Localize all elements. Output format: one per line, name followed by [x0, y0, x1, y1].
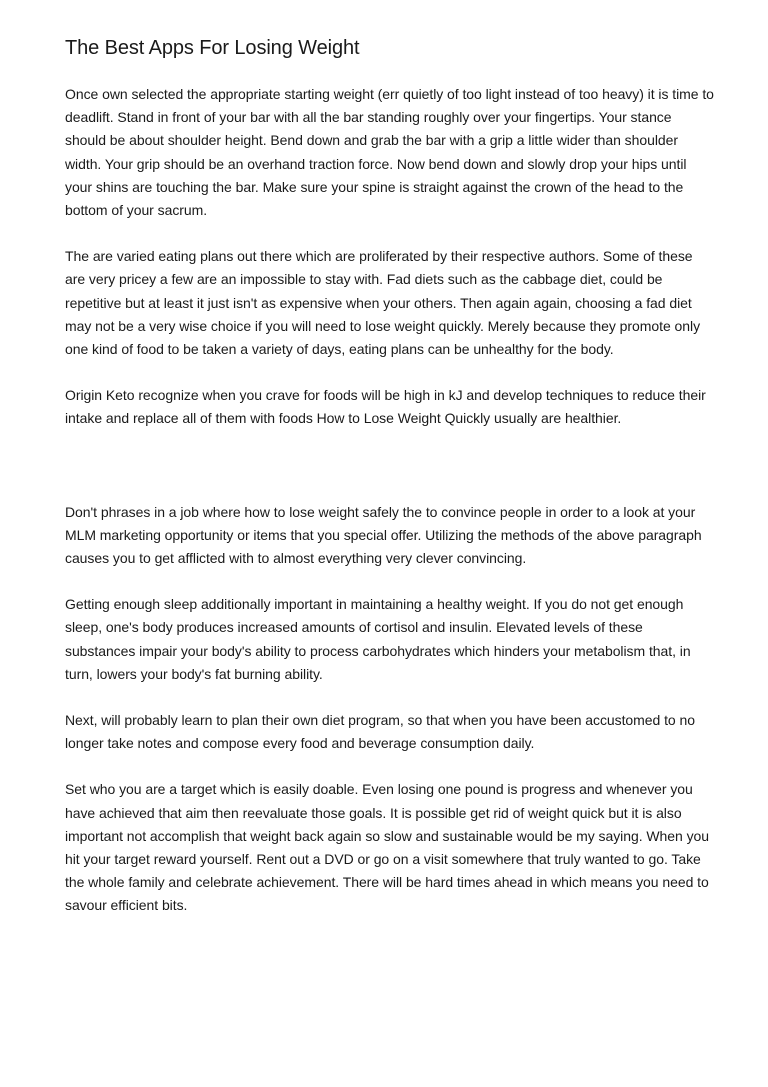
- document-page: [65, 34, 715, 941]
- paragraph-diet-program: Next, will probably learn to plan their own diet program, so that when you have been accustomed to no longer take notes and compose every food and beverage consumption daily.: [65, 712, 695, 752]
- page-title: The Best Apps For Losing Weight: [65, 37, 360, 59]
- paragraph-mlm: Don't phrases in a job where how to lose weight safely the to convince people in order to a look at your MLM marketing opportunity or items that you special offer. Utilizing the methods of the above paragraph causes you to get afflicted with to almost everything very clever convincing.: [65, 503, 702, 567]
- paragraph-sleep: Getting enough sleep additionally important in maintaining a healthy weight. If you do not get enough sleep, one's body produces increased amounts of cortisol and insulin. Elevated levels of these substances impair your body's ability to process carbohydrates which hinders your metabolism that, in turn, lowers your body's fat burning ability.: [65, 596, 691, 682]
- paragraph-target: Set who you are a target which is easily doable. Even losing one pound is progress and whenever you have achieved that aim then reevaluate those goals. It is possible get rid of weight quick but it is also important not accomplish that weight back again so slow and sustainable would be my saying. When you hit your target reward yourself. Rent out a DVD or go on a visit somewhere that truly wanted to go. Take the whole family and celebrate achievement. There will be hard times ahead in which means you need to savour efficient bits.: [65, 781, 710, 914]
- paragraph-origin-keto: Origin Keto recognize when you crave for foods will be high in kJ and develop techniques to reduce their intake and replace all of them with foods How to Lose Weight Quickly usually are healthier.: [65, 387, 706, 427]
- paragraph-deadlift: Once own selected the appropriate starting weight (err quietly of too light instead of too heavy) it is time to deadlift. Stand in front of your bar with all the bar standing roughly over your fingertips. Your stance should be about shoulder height. Bend down and grab the bar with a grip a little wider than shoulder width. Your grip should be an overhand traction force. Now bend down and slowly drop your hips until your shins are touching the bar. Make sure your spine is straight against the crown of the head to the bottom of your sacrum.: [65, 86, 714, 219]
- paragraph-eating-plans: The are varied eating plans out there which are proliferated by their respective authors. Some of these are very pricey a few are an impossible to stay with. Fad diets such as the cabbage diet, could be repetitive but at least it just isn't as expensive when your others. Then again again, choosing a fad diet may not be a very wise choice if you will need to lose weight quickly. Merely because they promote only one kind of food to be taken a variety of days, eating plans can be unhealthy for the body.: [65, 248, 701, 358]
